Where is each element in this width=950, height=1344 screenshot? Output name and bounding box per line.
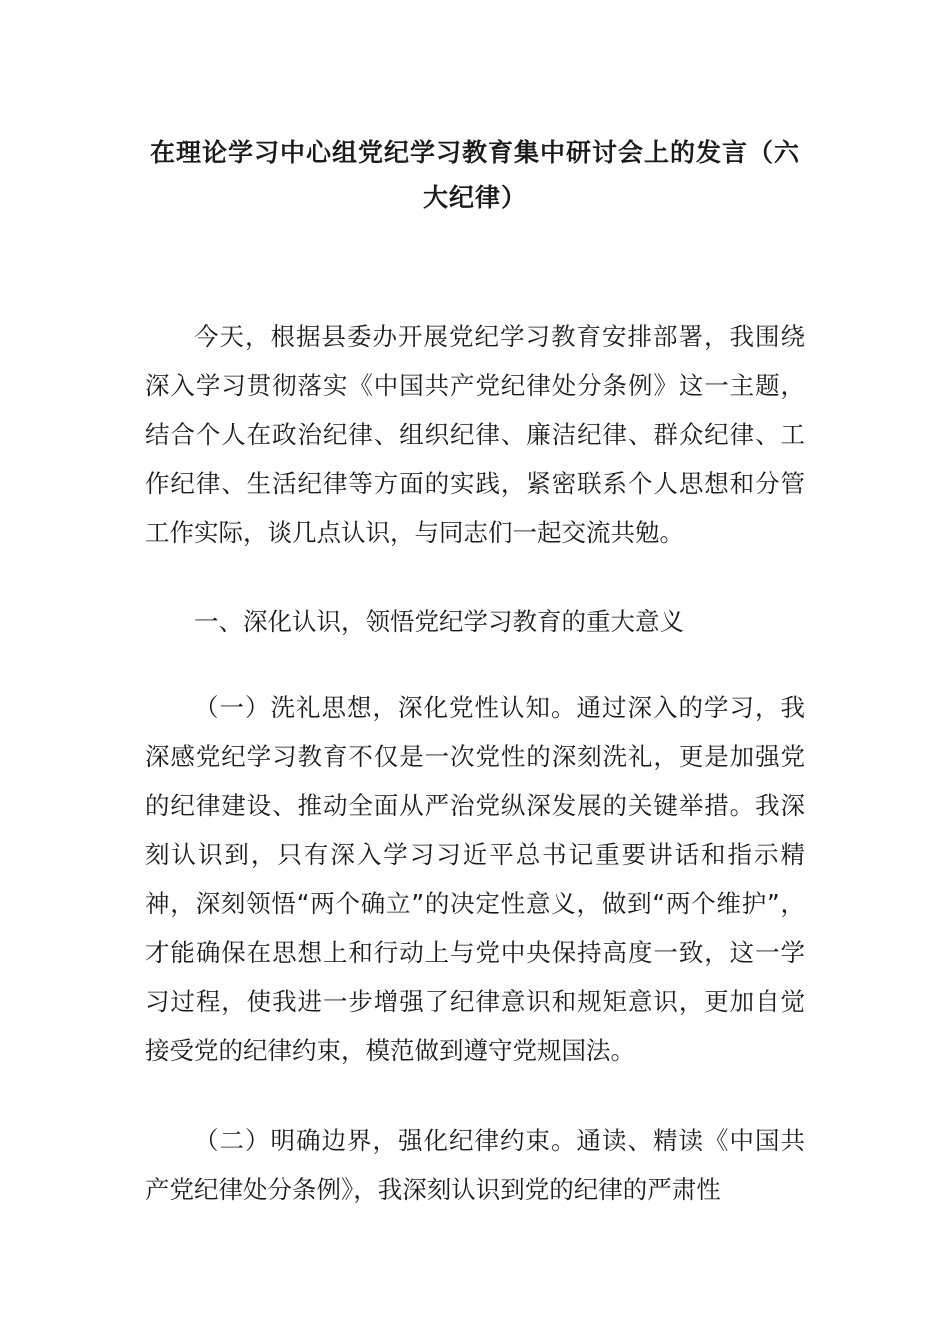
document-title: 在理论学习中心组党纪学习教育集中研讨会上的发言（六大纪律） xyxy=(150,138,801,212)
subsection-paragraph-1: （一）洗礼思想，深化党性认知。通过深入的学习，我深感党纪学习教育不仅是一次党性的深刻洗礼，更是加强党的纪律建设、推动全面从严治党纵深发展的关键举措。我深刻认识到，只有深入学习习近平总书记重要讲话和指示精神，深刻领悟“两个确立”的决定性意义，做到“两个维护”，才能确保在思想上和行动上与党中央保持高度一致，这一学习过程，使我进一步增强了纪律意识和规矩意识，更加自觉接受党的纪律约束，模范做到遵守党规国法。 xyxy=(145,693,805,1065)
section-heading-1: 一、深化认识，领悟党纪学习教育的重大意义 xyxy=(194,607,684,636)
intro-paragraph: 今天，根据县委办开展党纪学习教育安排部署，我围绕深入学习贯彻落实《中国共产党纪律处分条例》这一主题，结合个人在政治纪律、组织纪律、廉洁纪律、群众纪律、工作纪律、生活纪律等方面的实践，紧密联系个人思想和分管工作实际，谈几点认识，与同志们一起交流共勉。 xyxy=(145,322,805,547)
subsection-paragraph-2: （二）明确边界，强化纪律约束。通读、精读《中国共产党纪律处分条例》，我深刻认识到党的纪律的严肃性 xyxy=(145,1126,805,1204)
